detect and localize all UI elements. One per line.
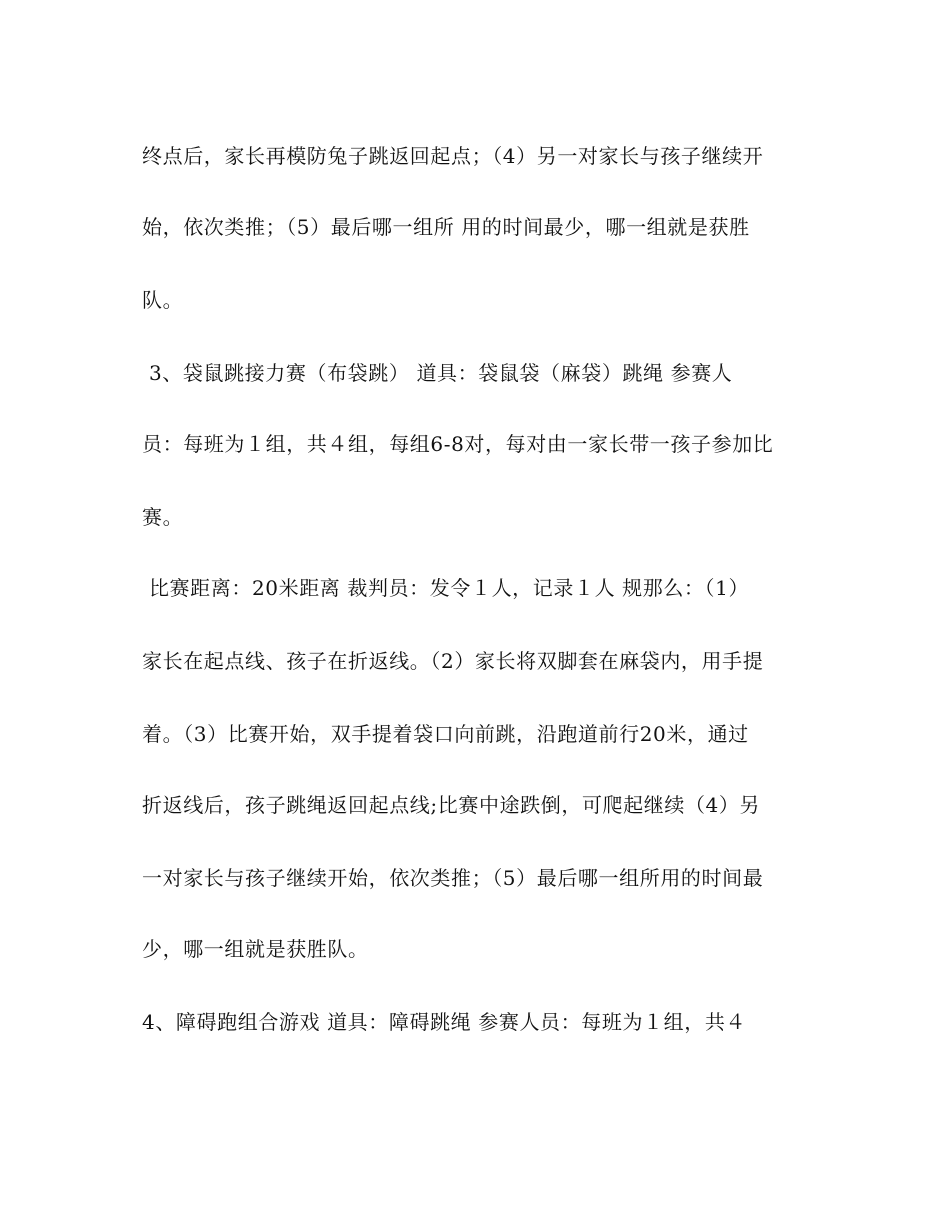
text-line: 少，哪一组就是获胜队。: [142, 937, 369, 961]
text-line: 终点后，家长再模防兔子跳返回起点；（4）另一对家长与孩子继续开: [142, 144, 764, 168]
section-heading-line: 3、袋鼠跳接力赛（布袋跳） 道具：袋鼠袋（麻袋）跳绳 参赛人: [142, 361, 733, 385]
text-line: 一对家长与孩子继续开始，依次类推；（5）最后哪一组所用的时间最: [142, 866, 764, 890]
text-line: 员：每班为１组，共４组，每组6-8对，每对由一家长带一孩子参加比: [142, 432, 774, 456]
text-line: 始，依次类推；（5）最后哪一组所 用的时间最少，哪一组就是获胜: [142, 215, 750, 239]
text-line: 赛。: [142, 505, 184, 529]
text-line: 折返线后，孩子跳绳返回起点线;比赛中途跌倒，可爬起继续（4）另: [142, 793, 761, 817]
text-line: 着。（3）比赛开始，双手提着袋口向前跳，沿跑道前行20米，通过: [142, 722, 749, 746]
text-line: 比赛距离：20米距离 裁判员：发令１人，记录１人 规那么：（1）: [142, 576, 750, 600]
text-line: 队。: [142, 288, 184, 312]
section-heading-line: 4、障碍跑组合游戏 道具：障碍跳绳 参赛人员：每班为１组，共４: [142, 1010, 747, 1034]
text-line: 家长在起点线、孩子在折返线。（2）家长将双脚套在麻袋内，用手提: [142, 649, 764, 673]
